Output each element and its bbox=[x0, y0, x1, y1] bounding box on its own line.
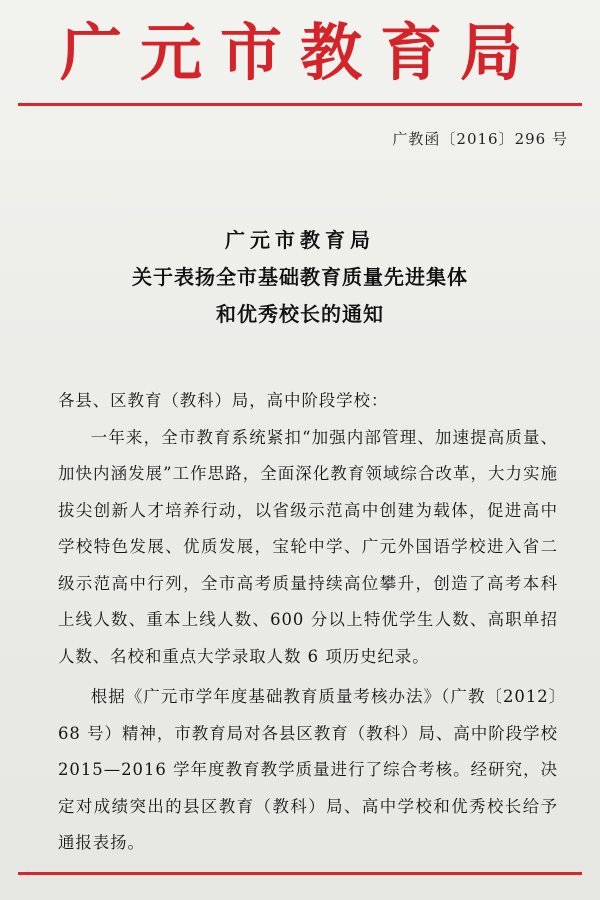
document-number: 广教函〔2016〕296 号 bbox=[392, 130, 568, 148]
notice-title-line-2: 关于表扬全市基础教育质量先进集体 bbox=[132, 265, 468, 289]
notice-body bbox=[58, 383, 558, 862]
letterhead-title: 广元市教育局 bbox=[59, 16, 540, 89]
body-paragraph-1: 一年来，全市教育系统紧扣“加强内部管理、加速提高质量、加快内涵发展”工作思路，全面深化教育领域综合改革，大力实施拔尖创新人才培养行动，以省级示范高中创建为载体，促进高中学校特色发展、优质发展，宝轮中学、广元外国语学校进入省二级示范高中行列，全市高考质量持续高位攀升，创造了高考本科上线人数、重本上线人数、600 分以上特优学生人数、高职单招人数、名校和重点大学录取人数 6 项历史纪录。 bbox=[58, 427, 558, 666]
notice-title bbox=[0, 222, 600, 333]
notice-title-line-1: 广元市教育局 bbox=[225, 228, 375, 252]
addressee-line: 各县、区教育（教科）局，高中阶段学校： bbox=[58, 391, 389, 410]
body-paragraph-2: 根据《广元市学年度基础教育质量考核办法》（广教〔2012〕68 号）精神，市教育局对各县区教育（教科）局、高中阶段学校 2015—2016 学年度教育教学质量进行了综合考核。经研究，决定对成绩突出的县区教育（教科）局、高中学校和优秀校长给予通报表扬。 bbox=[58, 687, 558, 852]
footer-divider bbox=[18, 872, 582, 875]
letterhead-divider-top bbox=[18, 103, 582, 106]
notice-title-line-3: 和优秀校长的通知 bbox=[216, 302, 384, 326]
